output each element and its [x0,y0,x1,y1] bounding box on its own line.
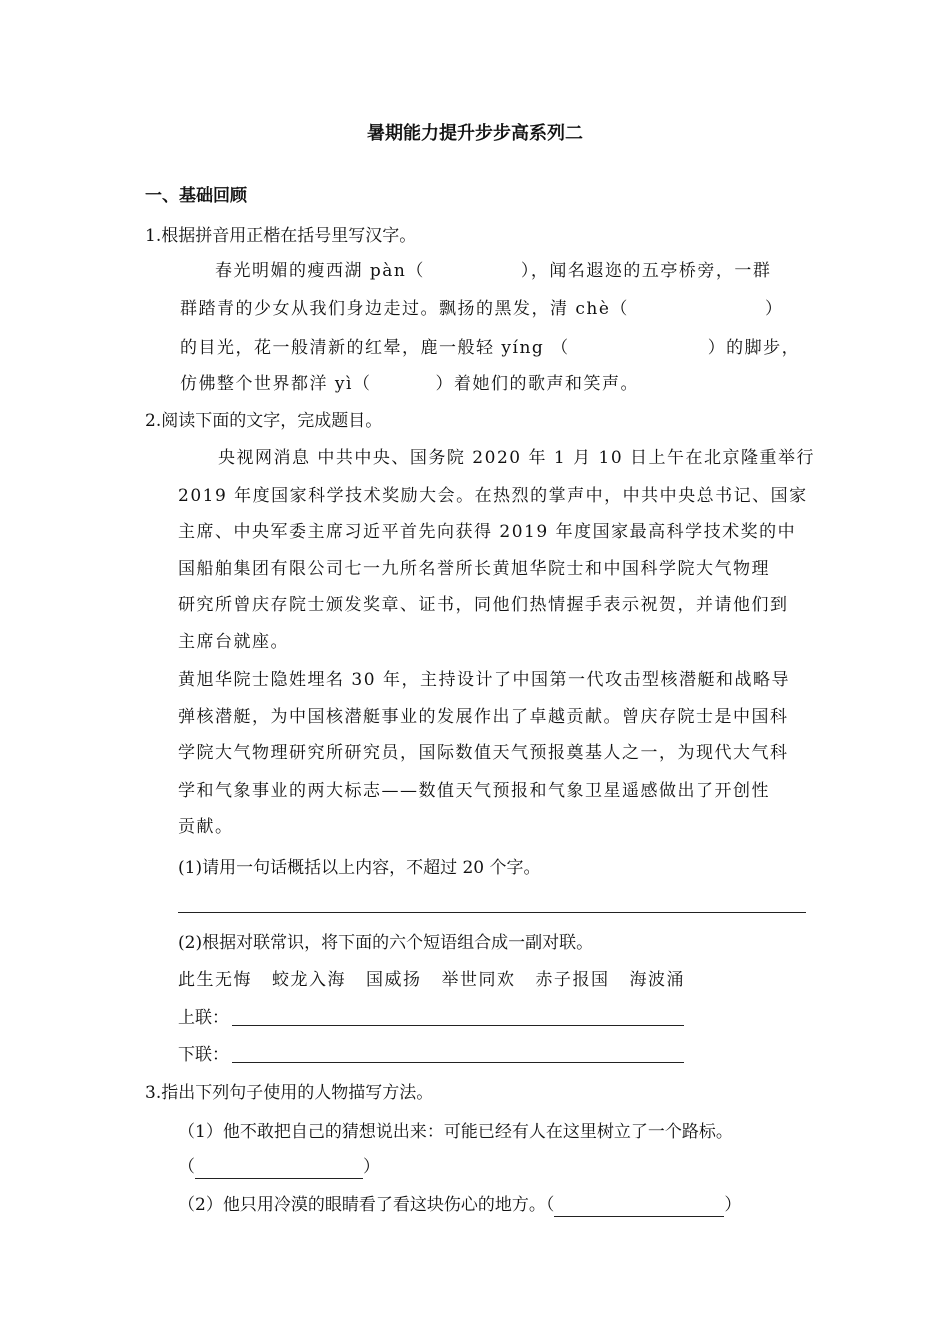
q3-answer-1-open: （ [178,1157,195,1177]
q2-phrase-list [178,968,685,992]
q2-sub2: (2)根据对联常识，将下面的六个短语组合成一副对联。 [178,933,594,953]
q1-line-3 [180,336,800,360]
q1-line-3-text-a: 的目光，花一般清新的红晕，鹿一般轻 yíng （ [180,338,570,358]
q1-line-2-text-b: ） [764,299,784,319]
q3-sentence-2-line [178,1193,741,1217]
q2-p2-line: 贡献。 [178,817,234,837]
q2-p1-line: 主席台就座。 [178,632,289,652]
upper-couplet-answer-line[interactable] [232,1025,684,1026]
q2-p1-line: 主席、中央军委主席习近平首先向获得 2019 年度国家最高科学技术奖的中 [178,522,797,542]
q2-p2-line: 弹核潜艇，为中国核潜艇事业的发展作出了卓越贡献。曾庆存院士是中国科 [178,707,789,727]
q1-line-2-text-a: 群踏青的少女从我们身边走过。飘扬的黑发，清 chè（ [180,299,629,319]
q3-answer-1-close: ） [363,1157,380,1177]
q3-answer-2-blank[interactable] [554,1198,724,1217]
q1-line-2 [180,297,783,321]
section-heading: 一、基础回顾 [145,186,247,206]
phrase-item: 举世同欢 [441,970,516,990]
q2-p2-line: 黄旭华院士隐姓埋名 30 年，主持设计了中国第一代攻击型核潜艇和战略导 [178,670,790,690]
lower-couplet-answer-line[interactable] [232,1062,684,1063]
q1-line-4-text-b: ）着她们的歌声和笑声。 [435,374,639,394]
q1-line-4 [180,372,639,396]
phrase-item: 此生无悔 [178,970,252,990]
q1-line-1-text-b: ），闻名遐迩的五亭桥旁，一群 [520,261,772,281]
q1-line-4-text-a: 仿佛整个世界都洋 yì（ [180,374,372,394]
phrase-item: 赤子报国 [535,970,610,990]
q3-answer-1-blank[interactable] [195,1160,363,1179]
phrase-item: 蛟龙入海 [272,970,346,990]
lower-couplet-label: 下联： [178,1045,229,1065]
q2-p2-line: 学和气象事业的两大标志——数值天气预报和气象卫星遥感做出了开创性 [178,781,770,801]
q2-p1-line: 2019 年度国家科学技术奖励大会。在热烈的掌声中，中共中央总书记、国家 [178,486,808,506]
page-title: 暑期能力提升步步高系列二 [367,123,583,144]
q2-p1-line: 研究所曾庆存院士颁发奖章、证书，同他们热情握手表示祝贺，并请他们到 [178,595,789,615]
q2-sub1-answer-line[interactable] [178,912,806,913]
upper-couplet-label: 上联： [178,1008,229,1028]
q3-stem: 3.指出下列句子使用的人物描写方法。 [145,1083,434,1103]
q3-sentence-1: （1）他不敢把自己的猜想说出来：可能已经有人在这里树立了一个路标。 [178,1122,733,1142]
q1-stem: 1.根据拼音用正楷在括号里写汉字。 [145,226,417,246]
q2-p2-line: 学院大气物理研究所研究员，国际数值天气预报奠基人之一，为现代大气科 [178,743,789,763]
q2-sub1: (1)请用一句话概括以上内容，不超过 20 个字。 [178,858,541,878]
phrase-item: 海波涌 [629,970,685,990]
q3-answer-1 [178,1155,380,1179]
q2-stem: 2.阅读下面的文字，完成题目。 [145,411,383,431]
phrase-item: 国威扬 [366,970,422,990]
q3-answer-2-close: ） [724,1195,742,1215]
q1-line-1-text-a: 春光明媚的瘦西湖 pàn（ [215,261,425,281]
q1-line-3-text-b: ）的脚步， [707,338,801,358]
q2-p1-line: 央视网消息 中共中央、国务院 2020 年 1 月 10 日上午在北京隆重举行 [218,448,816,468]
q1-line-1 [215,259,771,283]
q3-sentence-2: （2）他只用冷漠的眼睛看了看这块伤心的地方。（ [178,1195,555,1215]
q2-p1-line: 国船舶集团有限公司七一九所名誉所长黄旭华院士和中国科学院大气物理 [178,559,770,579]
